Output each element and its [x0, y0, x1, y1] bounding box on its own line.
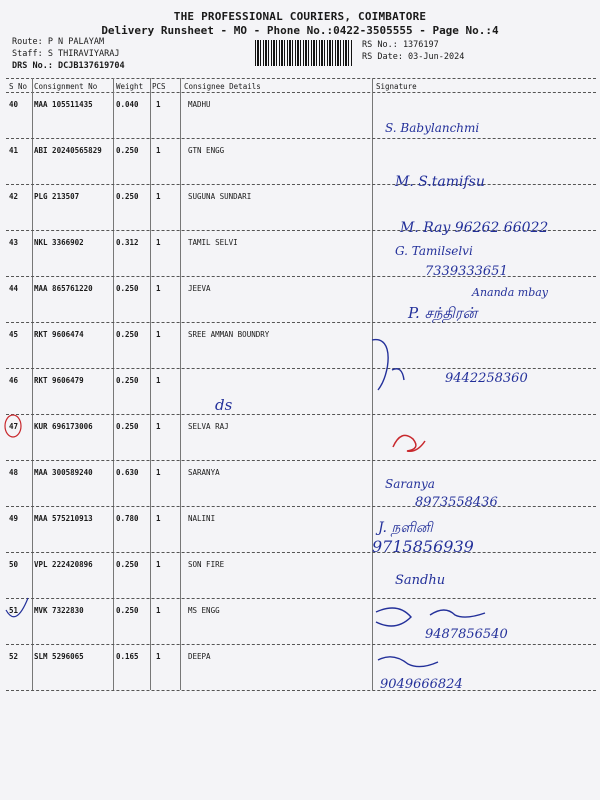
row-consignment: KUR 696173006 [34, 422, 93, 431]
signature-46-phone: 9442258360 [445, 371, 528, 386]
row-divider [6, 138, 596, 139]
row-consignee: MADHU [188, 100, 211, 109]
table-row [0, 468, 600, 514]
row-sno: 49 [9, 514, 19, 523]
row-consignment: ABI 20240565829 [34, 146, 102, 155]
col-header-weight: Weight [116, 82, 144, 91]
row-consignment: PLG 213507 [34, 192, 80, 201]
row-consignee: TAMIL SELVI [188, 238, 238, 247]
row-divider [6, 552, 596, 553]
row-pcs: 1 [156, 146, 161, 155]
table-row [0, 146, 600, 192]
table-bottom-divider [6, 690, 596, 691]
signature-44-a: Ananda mbay [472, 286, 549, 299]
row-weight: 0.250 [116, 422, 139, 431]
col-header-consignee: Consignee Details [184, 82, 261, 91]
row-divider [6, 368, 596, 369]
table-row [0, 606, 600, 652]
barcode-image [255, 40, 353, 66]
table-row [0, 100, 600, 146]
table-row [0, 652, 600, 698]
row-consignment: MAA 575210913 [34, 514, 93, 523]
row-weight: 0.250 [116, 192, 139, 201]
row-consignment: MAA 300589240 [34, 468, 93, 477]
row-consignee: DEEPA [188, 652, 211, 661]
signature-50: Sandhu [395, 573, 446, 588]
row-weight: 0.780 [116, 514, 139, 523]
row-sno: 44 [9, 284, 19, 293]
row-divider [6, 184, 596, 185]
row-consignee: GTN ENGG [188, 146, 225, 155]
row-consignee: NALINI [188, 514, 216, 523]
row-consignee: JEEVA [188, 284, 211, 293]
row-pcs: 1 [156, 192, 161, 201]
row-sno: 41 [9, 146, 19, 155]
row-sno: 50 [9, 560, 19, 569]
row-pcs: 1 [156, 376, 161, 385]
signature-41: M. S.tamifsu [395, 174, 485, 190]
row-sno: 40 [9, 100, 19, 109]
row-consignee: SELVA RAJ [188, 422, 229, 431]
row-divider [6, 414, 596, 415]
row-sno: 43 [9, 238, 19, 247]
row-pcs: 1 [156, 330, 161, 339]
col-header-sno: S No [9, 82, 28, 91]
col-header-pcs: PCS [152, 82, 166, 91]
row-consignment: RKT 9606474 [34, 330, 84, 339]
row-sno: 45 [9, 330, 19, 339]
row-sno: 42 [9, 192, 19, 201]
row-sno: 47 [9, 422, 19, 431]
staff-label: Staff: S THIRAVIYARAJ [12, 49, 120, 59]
signature-44-b: P. சந்திரன் [408, 304, 478, 322]
row-pcs: 1 [156, 284, 161, 293]
route-label: Route: P N PALAYAM [12, 37, 105, 47]
row-weight: 0.250 [116, 606, 139, 615]
signature-52-phone: 9049666824 [380, 677, 463, 692]
table-row [0, 330, 600, 376]
table-top-divider [6, 78, 596, 79]
signature-48-phone: 8973558436 [415, 495, 498, 510]
row-pcs: 1 [156, 422, 161, 431]
row-consignment: VPL 222420896 [34, 560, 93, 569]
row-pcs: 1 [156, 652, 161, 661]
signature-43-name: G. Tamilselvi [395, 244, 473, 258]
row-consignment: RKT 9606479 [34, 376, 84, 385]
signature-49-name: J. நளினி [378, 520, 433, 536]
col-header-signature: Signature [376, 82, 417, 91]
row-sno: 52 [9, 652, 19, 661]
row-weight: 0.630 [116, 468, 139, 477]
page-subtitle: Delivery Runsheet - MO - Phone No.:0422-3505555 - Page No.:4 [101, 24, 499, 37]
rs-date: RS Date: 03-Jun-2024 [362, 52, 465, 62]
header-divider [6, 92, 596, 93]
row-pcs: 1 [156, 100, 161, 109]
row-weight: 0.040 [116, 100, 139, 109]
row-pcs: 1 [156, 606, 161, 615]
signature-48-name: Saranya [385, 477, 435, 491]
signature-42: M. Ray 96262 66022 [400, 220, 549, 236]
row-consignee: SARANYA [188, 468, 220, 477]
row-divider [6, 322, 596, 323]
signature-43-phone: 7339333651 [425, 264, 508, 279]
drs-number: DRS No.: DCJB137619704 [12, 61, 125, 71]
row-weight: 0.250 [116, 146, 139, 155]
row-consignee: SON FIRE [188, 560, 225, 569]
table-row [0, 192, 600, 238]
row-divider [6, 460, 596, 461]
table-row [0, 560, 600, 606]
col-header-consignment: Consignment No [34, 82, 98, 91]
row-consignment: SLM 5296065 [34, 652, 84, 661]
row-sno: 46 [9, 376, 19, 385]
note-46: ds [215, 396, 233, 414]
row-pcs: 1 [156, 560, 161, 569]
row-weight: 0.250 [116, 376, 139, 385]
row-sno: 48 [9, 468, 19, 477]
row-pcs: 1 [156, 514, 161, 523]
row-consignee: MS ENGG [188, 606, 220, 615]
signature-51-phone: 9487856540 [425, 627, 508, 642]
table-row [0, 514, 600, 560]
row-weight: 0.250 [116, 330, 139, 339]
row-divider [6, 598, 596, 599]
row-consignment: MVK 7322830 [34, 606, 84, 615]
row-consignee: SREE AMMAN BOUNDRY [188, 330, 270, 339]
row-weight: 0.165 [116, 652, 139, 661]
row-consignment: NKL 3366902 [34, 238, 84, 247]
signature-49-phone: 9715856939 [372, 537, 474, 556]
table-row [0, 238, 600, 284]
row-consignment: MAA 865761220 [34, 284, 93, 293]
row-pcs: 1 [156, 238, 161, 247]
row-consignment: MAA 105511435 [34, 100, 93, 109]
row-divider [6, 230, 596, 231]
table-row [0, 284, 600, 330]
table-row [0, 422, 600, 468]
row-pcs: 1 [156, 468, 161, 477]
table-row [0, 376, 600, 422]
row-weight: 0.312 [116, 238, 139, 247]
signature-40: S. Babylanchmi [385, 121, 480, 135]
row-weight: 0.250 [116, 560, 139, 569]
row-sno: 51 [9, 606, 19, 615]
row-divider [6, 644, 596, 645]
rs-number: RS No.: 1376197 [362, 40, 439, 50]
page-title: THE PROFESSIONAL COURIERS, COIMBATORE [173, 10, 427, 23]
row-divider [6, 506, 596, 507]
row-consignee: SUGUNA SUNDARI [188, 192, 252, 201]
row-weight: 0.250 [116, 284, 139, 293]
row-divider [6, 276, 596, 277]
